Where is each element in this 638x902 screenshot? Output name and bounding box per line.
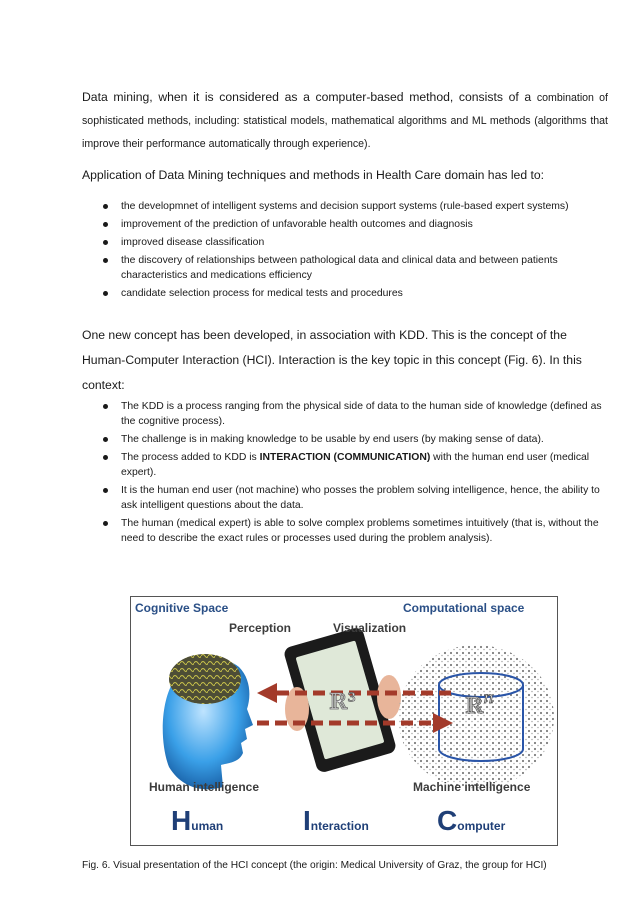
paragraph-hci: One new concept has been developed, in association with KDD. This is the concept of the Human-Computer Interaction (HCI). Interaction is the key topic in this concept (Fig. 6). In this context: bbox=[82, 328, 582, 392]
list-item: the developmnet of intelligent systems and decision support systems (rule-based expert systems) bbox=[100, 199, 605, 214]
list-item: The challenge is in making knowledge to be usable by end users (by making sense of data). bbox=[100, 432, 605, 447]
brain-icon bbox=[169, 654, 241, 704]
interaction-bold: INTERACTION (COMMUNICATION) bbox=[259, 452, 431, 463]
paragraph-text-part2: combination of sophisticated methods, including: statistical models, mathematical algorithms and ML methods (algorithms that improve their performance automatically through experience). bbox=[82, 92, 608, 150]
computational-space-label: Computational space bbox=[403, 601, 525, 615]
hci-list bbox=[100, 399, 605, 549]
computer-word: Computer bbox=[437, 805, 506, 836]
rn-symbol: ℝ$^n$ bbox=[465, 688, 494, 719]
paragraph-application: Application of Data Mining techniques and methods in Health Care domain has led to: bbox=[82, 168, 545, 182]
cognitive-space-label: Cognitive Space bbox=[135, 601, 229, 615]
list-item: candidate selection process for medical tests and procedures bbox=[100, 286, 605, 301]
list-item: The human (medical expert) is able to solve complex problems sometimes intuitively (that is, without the need to describe the exact rules or processes used during the problem analysis). bbox=[100, 516, 605, 546]
list-item: It is the human end user (not machine) who posses the problem solving intelligence, hence, the ability to ask intelligent questions about the data. bbox=[100, 483, 605, 513]
paragraph-text-part1: Data mining, when it is considered as a computer-based method, consists of a bbox=[82, 90, 537, 104]
right-hand-icon bbox=[377, 675, 401, 719]
perception-arrow-head bbox=[257, 683, 277, 703]
visualization-label: Visualization bbox=[333, 621, 407, 635]
interaction-word: Interaction bbox=[303, 805, 369, 836]
r3-symbol: ℝ³ bbox=[329, 690, 357, 715]
figure-caption: Fig. 6. Visual presentation of the HCI concept (the origin: Medical University of Graz, the group for HCI) bbox=[82, 860, 547, 871]
human-word: Human bbox=[171, 805, 224, 836]
human-intelligence-label: Human intelligence bbox=[149, 780, 260, 794]
list-item: improvement of the prediction of unfavorable health outcomes and diagnosis bbox=[100, 217, 605, 232]
list-item: The process added to KDD is INTERACTION (COMMUNICATION) with the human end user (medical expert). bbox=[100, 450, 605, 480]
machine-intelligence-label: Machine intelligence bbox=[413, 780, 531, 794]
list-item: the discovery of relationships between pathological data and clinical data and between patients characteristics and medications efficiency bbox=[100, 253, 605, 283]
paragraph-data-mining bbox=[82, 86, 608, 155]
list-item: improved disease classification bbox=[100, 235, 605, 250]
hci-figure bbox=[130, 596, 558, 846]
perception-label: Perception bbox=[229, 621, 292, 635]
application-list bbox=[100, 199, 605, 304]
list-item: The KDD is a process ranging from the physical side of data to the human side of knowledge (defined as the cognitive process). bbox=[100, 399, 605, 429]
